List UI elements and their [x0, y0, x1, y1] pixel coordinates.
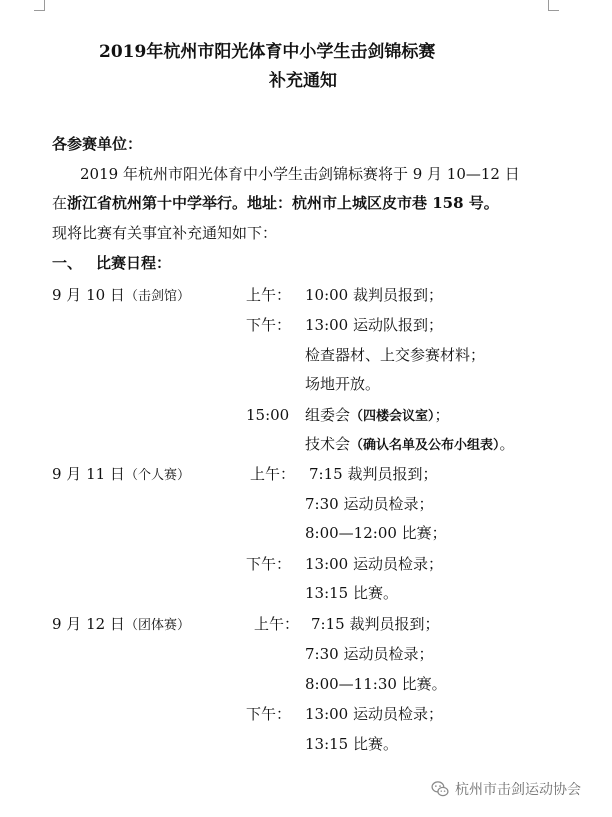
watermark-text: 杭州市击剑运动协会 [455, 782, 581, 798]
day3-venue: （团体赛） [124, 618, 190, 633]
section-heading: 比赛日程： [96, 254, 172, 272]
day1-tech-note: （确认名单及公布小组表） [350, 438, 500, 453]
page-corner-mark-left [34, 0, 45, 11]
day3-pm-item-1: 13:00 运动员检录； [305, 705, 443, 723]
wechat-icon [430, 779, 450, 799]
account-watermark [430, 779, 581, 799]
day3-am-item-3: 8:00—11:30 比赛。 [305, 675, 447, 693]
day1-pm-item-2: 检查器材、上交参赛材料； [305, 346, 486, 364]
day3-pm-label: 下午： [246, 705, 292, 723]
document-title: 2019年杭州市阳光体育中小学生击剑锦标赛 [99, 42, 436, 62]
day1-tech-end: 。 [499, 435, 515, 453]
day3-am-item-2: 7:30 运动员检录； [305, 645, 434, 663]
day2-date-text: 9 月 11 日 [52, 465, 125, 483]
intro-line-2-prefix: 在 [52, 194, 68, 212]
day2-am-label: 上午： [250, 465, 296, 483]
day2-am-item-3: 8:00—12:00 比赛； [305, 524, 447, 542]
day1-tech-meeting [305, 434, 515, 456]
greeting: 各参赛单位： [52, 135, 143, 153]
day1-date [52, 285, 190, 307]
day2-date [52, 464, 190, 486]
day2-pm-item-2: 13:15 比赛。 [305, 584, 398, 602]
intro-line-2 [52, 193, 499, 213]
intro-line-1: 2019 年杭州市阳光体育中小学生击剑锦标赛将于 9 月 10—12 日 [80, 165, 520, 183]
page-corner-mark-right [548, 0, 559, 11]
day2-pm-item-1: 13:00 运动员检录； [305, 555, 443, 573]
day2-am-item-1: 7:15 裁判员报到； [309, 465, 438, 483]
day3-am-label: 上午： [254, 615, 300, 633]
day1-meeting-room: （四楼会议室） [350, 409, 435, 424]
day3-date [52, 614, 190, 636]
venue-address: 浙江省杭州第十中学举行。地址：杭州市上城区皮市巷 158 号。 [67, 194, 499, 212]
intro-line-3: 现将比赛有关事宜补充通知如下： [52, 224, 278, 242]
day1-am-item: 10:00 裁判员报到； [305, 286, 443, 304]
day1-pm-item-3: 场地开放。 [305, 375, 381, 393]
day2-pm-label: 下午： [246, 555, 292, 573]
day1-tech-text: 技术会 [305, 435, 351, 453]
day1-meeting [305, 405, 450, 427]
day3-pm-item-2: 13:15 比赛。 [305, 735, 398, 753]
day1-am-label: 上午： [246, 286, 292, 304]
day3-am-item-1: 7:15 裁判员报到； [311, 615, 440, 633]
day2-venue: （个人赛） [124, 468, 190, 483]
day1-venue: （击剑馆） [124, 289, 190, 304]
section-number: 一、 [52, 254, 83, 272]
document-subtitle: 补充通知 [269, 71, 337, 91]
day1-date-text: 9 月 10 日 [52, 286, 125, 304]
day1-meeting-end: ； [434, 406, 450, 424]
day1-meeting-text: 组委会 [305, 406, 351, 424]
day1-pm-item-1: 13:00 运动队报到； [305, 316, 443, 334]
day2-am-item-2: 7:30 运动员检录； [305, 495, 434, 513]
day1-meeting-time: 15:00 [246, 406, 290, 424]
day1-pm-label: 下午： [246, 316, 292, 334]
day3-date-text: 9 月 12 日 [52, 615, 125, 633]
